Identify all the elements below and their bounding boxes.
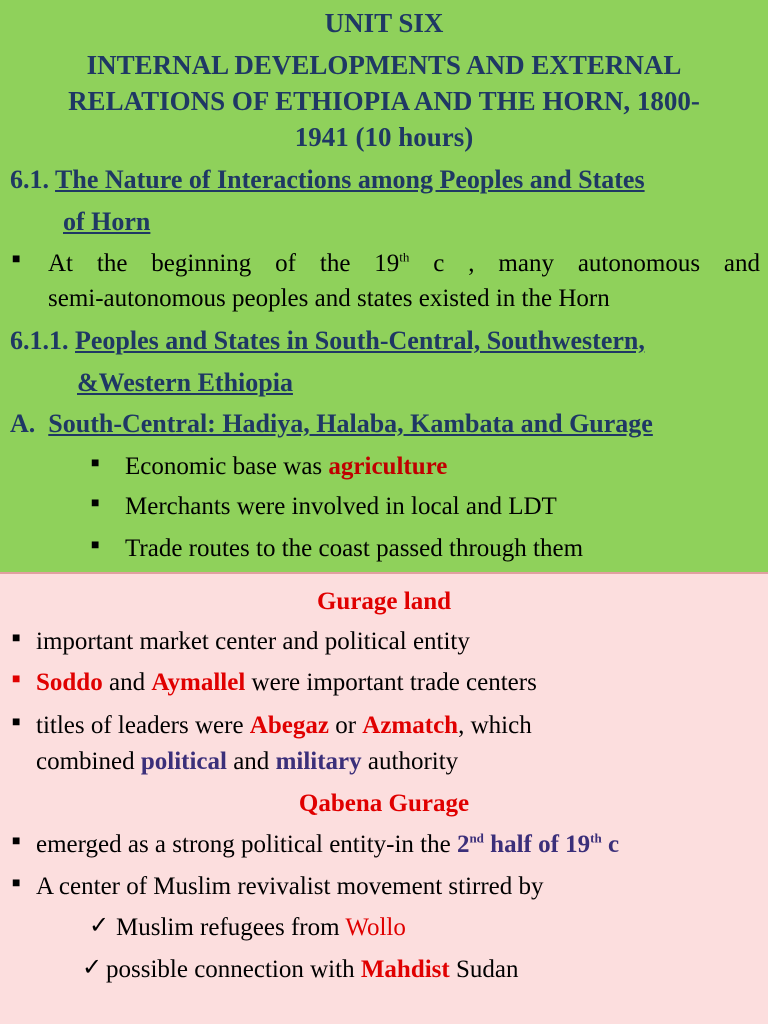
gurage-heading: Gurage land [316, 588, 452, 615]
section-611-number: 6.1. [10, 165, 49, 194]
checkmark-icon: ✓ [82, 955, 103, 981]
square-bullet-icon: ■ [12, 631, 21, 646]
square-bullet-icon: ■ [12, 834, 21, 849]
a-bullet-2: Merchants were involved in local and LDT [125, 493, 557, 520]
gurage-bullet-3-line-2: combined political and military authority [36, 748, 459, 775]
intro-bullet-line-2: semi-autonomous peoples and states existed in the Horn [48, 285, 610, 312]
section-611-title: The Nature of Interactions among Peoples and States [55, 165, 645, 194]
square-bullet-icon: ■ [91, 496, 100, 511]
qabena-bullet-2: A center of Muslim revivalist movement stirred by [36, 873, 544, 900]
intro-bullet-line-1: At the beginning of the 19th c , many autonomous and [48, 249, 761, 277]
square-bullet-icon: ■ [91, 538, 100, 553]
second-half-emphasis: 2nd half of 19th c [456, 830, 620, 858]
section-611-title-cont: of Horn [63, 207, 151, 236]
subsection-a-letter: A. [10, 409, 36, 438]
section-6111-number: 6.1.1. [10, 326, 69, 355]
unit-heading-line-3: 1941 (10 hours) [294, 122, 474, 152]
square-bullet-icon: ■ [12, 672, 21, 687]
political-emphasis: political [140, 748, 227, 775]
checkmark-icon: ✓ [89, 913, 110, 939]
wollo-emphasis: Wollo [345, 914, 406, 941]
soddo-emphasis: Soddo [36, 669, 103, 696]
section-611-heading [10, 167, 645, 193]
subsection-a-heading [10, 411, 653, 437]
qabena-heading: Qabena Gurage [298, 790, 470, 817]
military-emphasis: military [275, 748, 362, 775]
aymallel-emphasis: Aymallel [151, 669, 246, 696]
square-bullet-icon: ■ [12, 252, 21, 267]
azmatch-emphasis: Azmatch [362, 712, 459, 739]
a-bullet-3: Trade routes to the coast passed through them [125, 535, 584, 562]
unit-title: UNIT SIX [324, 8, 444, 38]
unit-heading-line-2: RELATIONS OF ETHIOPIA AND THE HORN, 1800- [68, 86, 700, 116]
panel-divider [0, 572, 768, 574]
qabena-sub-2: possible connection with Mahdist Sudan [106, 956, 519, 983]
mahdist-emphasis: Mahdist [360, 956, 450, 983]
agriculture-emphasis: agriculture [328, 453, 448, 480]
square-bullet-icon: ■ [12, 715, 21, 730]
gurage-bullet-2: Soddo and Aymallel were important trade centers [36, 669, 537, 696]
qabena-sub-1: Muslim refugees from Wollo [116, 914, 406, 941]
section-6111-title: Peoples and States in South-Central, Southwestern, [75, 326, 645, 355]
qabena-bullet-1: emerged as a strong political entity-in the 2nd half of 19th c [36, 830, 620, 858]
section-6111-title-cont: &Western Ethiopia [77, 368, 293, 397]
gurage-bullet-1: important market center and political entity [36, 628, 470, 655]
square-bullet-icon: ■ [91, 456, 100, 471]
section-6111-heading [10, 328, 645, 354]
a-bullet-1: Economic base was agriculture [125, 453, 448, 480]
abegaz-emphasis: Abegaz [249, 712, 329, 739]
unit-heading-line-1: INTERNAL DEVELOPMENTS AND EXTERNAL [86, 50, 682, 80]
gurage-bullet-3: titles of leaders were Abegaz or Azmatch, which [36, 712, 532, 739]
subsection-a-title: South-Central: Hadiya, Halaba, Kambata and Gurage [48, 409, 653, 438]
square-bullet-icon: ■ [12, 876, 21, 891]
